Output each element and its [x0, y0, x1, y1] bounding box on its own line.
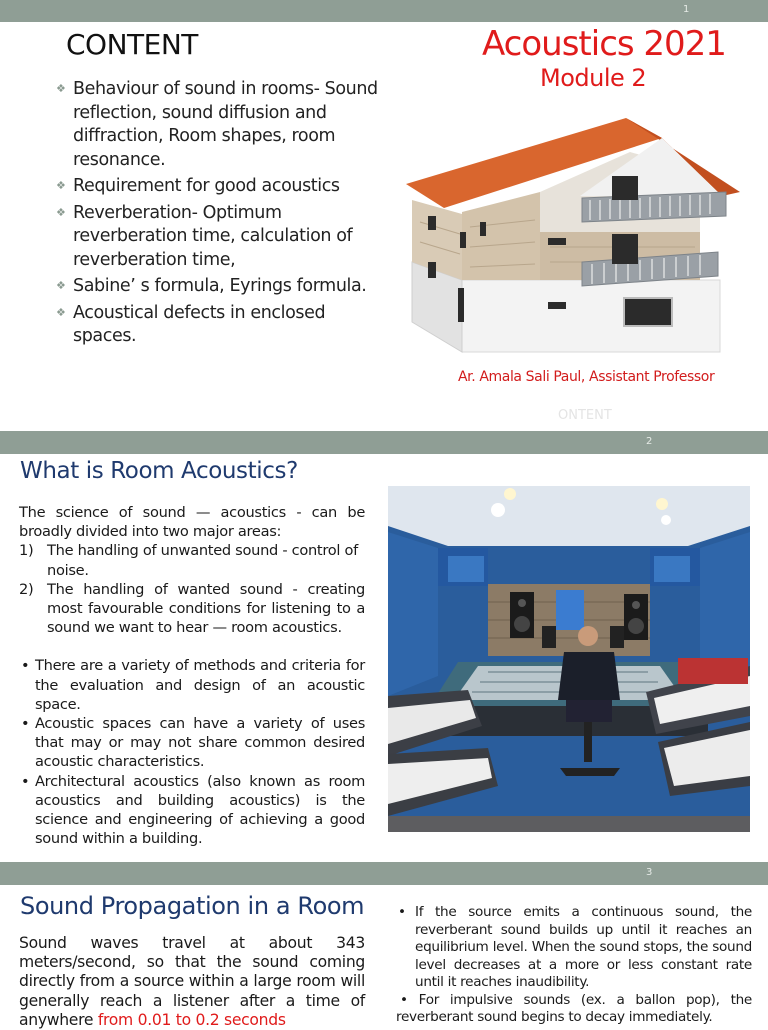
- content-item: ❖ Behaviour of sound in rooms- Sound reflection, sound diffusion and diffraction, Room shapes, room resonance.: [56, 79, 378, 170]
- recording-studio-photo-icon: [388, 486, 750, 832]
- slide1-watermark: ONTENT: [558, 408, 612, 423]
- course-title: Acoustics 2021: [482, 24, 726, 64]
- slide1-header-band: [0, 0, 768, 22]
- slide1-heading: CONTENT: [66, 28, 198, 61]
- content-item: ❖ Sabine’ s formula, Eyrings formula.: [56, 276, 367, 296]
- bullet-item: • Architectural acoustics (also known as room acoustics and building acoustics) is the science and engineering of achieving a good sound within a building.: [21, 772, 365, 848]
- house-illustration-icon: [400, 112, 746, 358]
- diamond-bullet-icon: ❖: [56, 179, 66, 192]
- module-label: Module 2: [540, 64, 647, 92]
- slide3-header-band: [0, 862, 768, 885]
- author-credit: Ar. Amala Sali Paul, Assistant Professor: [458, 369, 715, 385]
- content-list: [54, 78, 384, 352]
- numbered-item: 2) The handling of wanted sound - creating most favourable conditions for listening to a sound we want to hear — room acoustics.: [19, 580, 365, 637]
- slide2-page-number: 2: [646, 436, 653, 447]
- diamond-bullet-icon: ❖: [56, 205, 66, 219]
- slide2-header-band: [0, 431, 768, 454]
- bullet-item: • There are a variety of methods and criteria for the evaluation and design of an acoustic space.: [21, 657, 365, 713]
- bullet-item: • Acoustic spaces can have a variety of uses that may or may not share common desired acoustic characteristics.: [21, 715, 365, 771]
- slide1-page-number: 1: [683, 4, 690, 15]
- diamond-bullet-icon: ❖: [56, 279, 66, 292]
- slide3-heading: Sound Propagation in a Room: [20, 892, 365, 920]
- highlighted-duration: from 0.01 to 0.2 seconds: [97, 1010, 286, 1029]
- content-item: ❖ Requirement for good acoustics: [56, 176, 340, 196]
- bullet-item: • If the source emits a continuous sound, the reverberant sound builds up until it reaches an equilibrium level. When the sound stops, the sound level decreases at a more or less constant rate until it reaches inaudibility.: [398, 904, 752, 990]
- diamond-bullet-icon: ❖: [56, 82, 66, 95]
- slide3-page-number: 3: [646, 867, 653, 878]
- slide3-left-paragraph: Sound waves travel at about 343 meters/second, so that the sound coming directly from a source within a large room will generally reach a listener after a time of anywhere from 0.01 to 0.2 seconds: [19, 934, 365, 1029]
- numbered-item: 1) The handling of unwanted sound - control of noise.: [19, 542, 358, 579]
- slide2-heading: What is Room Acoustics?: [20, 458, 298, 484]
- content-item: ❖ Acoustical defects in enclosed spaces.: [56, 302, 326, 346]
- content-item: ❖ Reverberation- Optimum reverberation time, calculation of reverberation time,: [56, 202, 353, 270]
- slide3-right-column: [396, 904, 752, 1027]
- slide2-body: [19, 503, 365, 848]
- diamond-bullet-icon: ❖: [56, 305, 66, 319]
- bullet-item: • For impulsive sounds (ex. a ballon pop), the reverberant sound begins to decay immediately.: [396, 991, 752, 1025]
- intro-paragraph: The science of sound — acoustics - can be broadly divided into two major areas:: [19, 504, 365, 541]
